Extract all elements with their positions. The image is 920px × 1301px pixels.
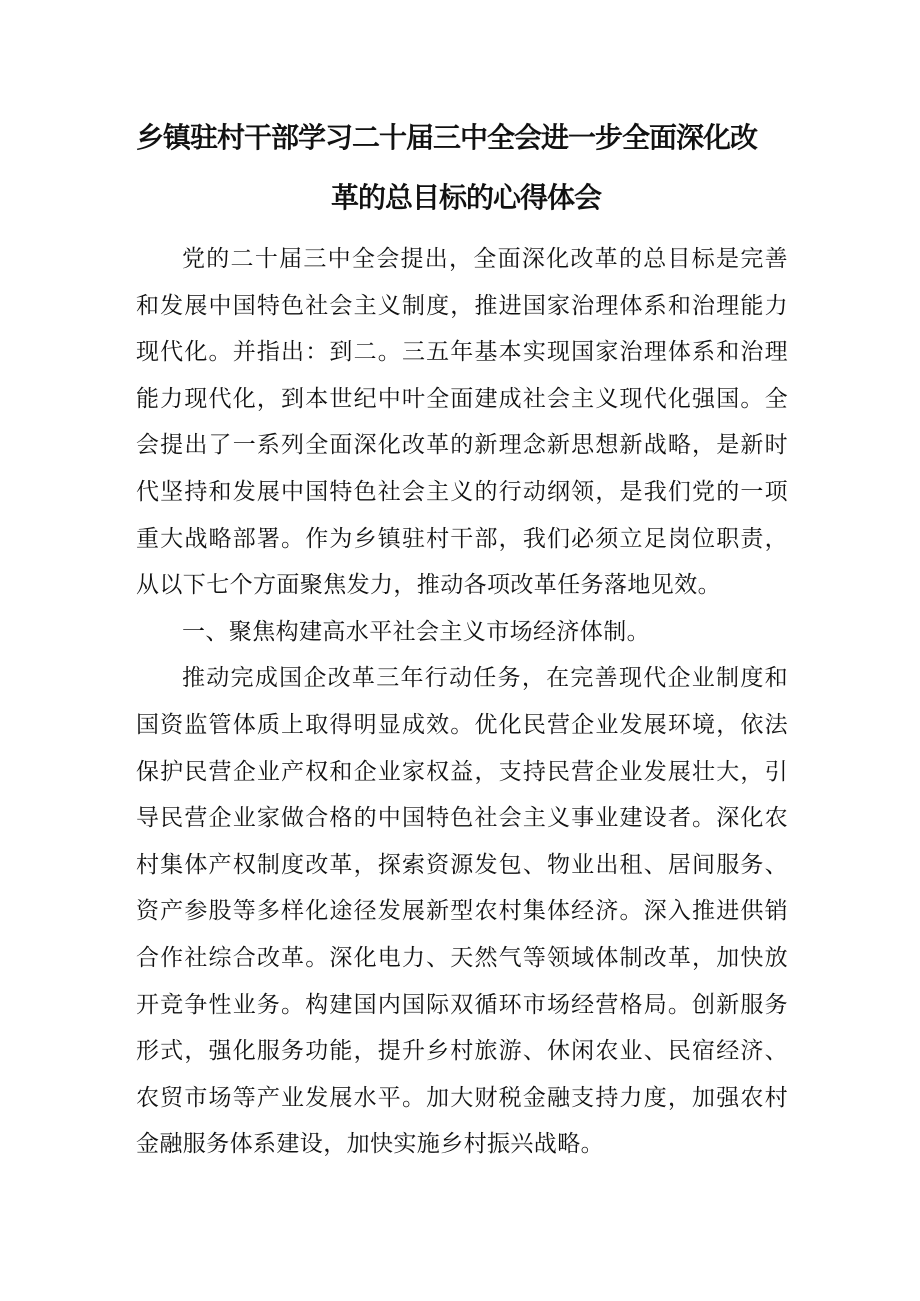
title-line-2: 革的总目标的心得体会 [330,181,601,214]
document-body [136,236,788,1168]
section-heading-1: 一、聚焦构建高水平社会主义市场经济体制。 [182,618,650,645]
title-line-1: 乡镇驻村干部学习二十届三中全会进一步全面深化改 [136,121,758,154]
document-title [136,110,796,226]
paragraph-intro: 党的二十届三中全会提出，全面深化改革的总目标是完善和发展中国特色社会主义制度，推进国家治理体系和治理能力现代化。并指出：到二。三五年基本实现国家治理体系和治理能力现代化，到本世纪中叶全面建成社会主义现代化强国。全会提出了一系列全面深化改革的新理念新思想新战略，是新时代坚持和发展中国特色社会主义的行动纲领，是我们党的一项重大战略部署。作为乡镇驻村干部，我们必须立足岗位职责，从以下七个方面聚焦发力，推动各项改革任务落地见效。 [136,246,788,599]
paragraph-section-1: 推动完成国企改革三年行动任务，在完善现代企业制度和国资监管体质上取得明显成效。优化民营企业发展环境，依法保护民营企业产权和企业家权益，支持民营企业发展壮大，引导民营企业家做合格的中国特色社会主义事业建设者。深化农村集体产权制度改革，探索资源发包、物业出租、居间服务、资产参股等多样化途径发展新型农村集体经济。深入推进供销合作社综合改革。深化电力、天然气等领域体制改革，加快放开竞争性业务。构建国内国际双循环市场经营格局。创新服务形式，强化服务功能，提升乡村旅游、休闲农业、民宿经济、农贸市场等产业发展水平。加大财税金融支持力度，加强农村金融服务体系建设，加快实施乡村振兴战略。 [136,665,788,1158]
